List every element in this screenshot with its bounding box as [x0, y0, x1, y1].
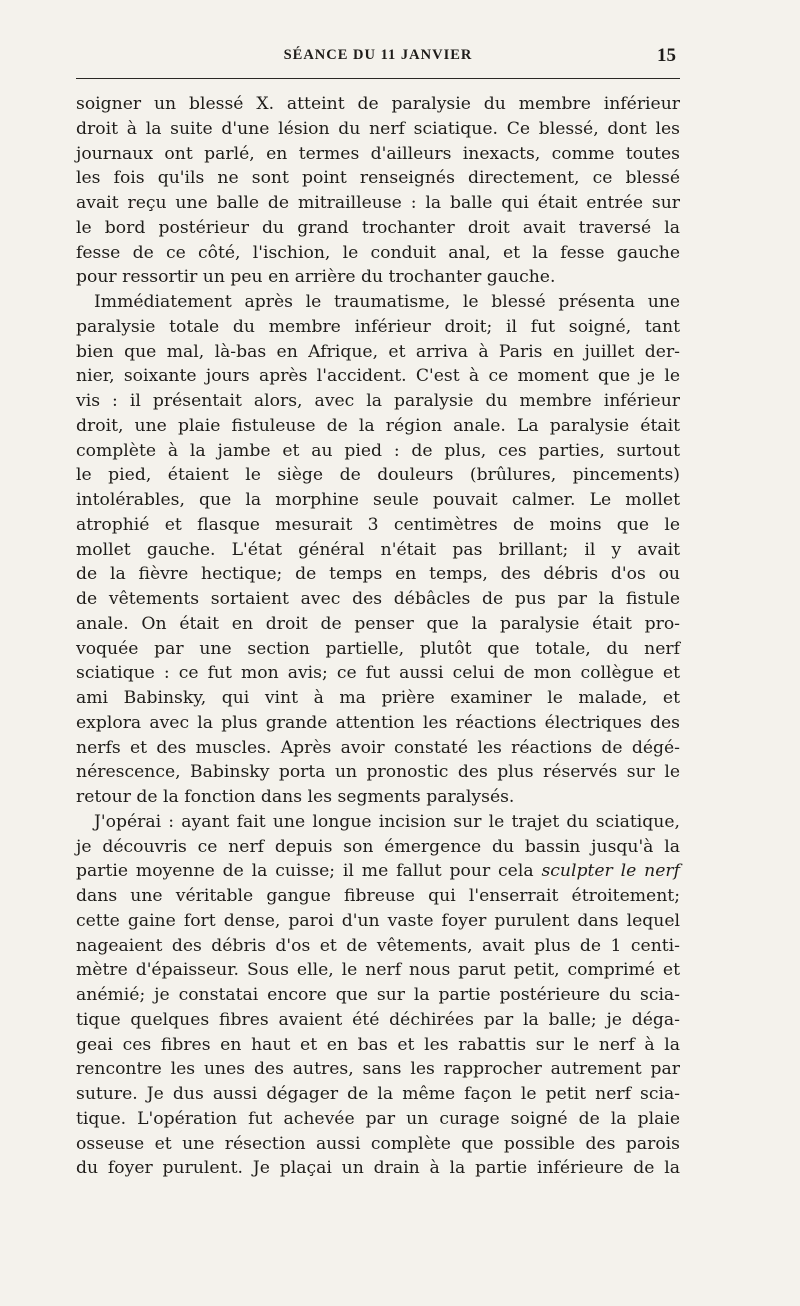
running-head [76, 47, 680, 71]
text-line: les fois qu'ils ne sont point renseignés directement, ce blessé [76, 168, 680, 189]
page-number: 15 [657, 45, 676, 66]
text-line: nerfs et des muscles. Après avoir constaté les réactions de dégé- [76, 737, 680, 758]
text-line: mollet gauche. L'état général n'était pas brillant; il y avait [76, 539, 680, 560]
body-text [76, 92, 680, 1181]
text-line: mètre d'épaisseur. Sous elle, le nerf nous parut petit, comprimé et [76, 960, 680, 981]
text-line: explora avec la plus grande attention les réactions électriques des [76, 712, 680, 733]
text-line: suture. Je dus aussi dégager de la même façon le petit nerf scia- [76, 1084, 680, 1104]
text-line: anémié; je constatai encore que sur la partie postérieure du scia- [76, 985, 680, 1005]
text-line [76, 859, 680, 884]
text-line: nageaient des débris d'os et de vêtements, avait plus de 1 centi- [76, 935, 680, 956]
text-line: avait reçu une balle de mitrailleuse : la balle qui était entrée sur [76, 193, 680, 213]
text-line: osseuse et une résection aussi complète que possible des parois [76, 1133, 680, 1154]
text-line: cette gaine fort dense, paroi d'un vaste foyer purulent dans lequel [76, 910, 680, 931]
text-line: J'opérai : ayant fait une longue incision sur le trajet du sciatique, [94, 811, 680, 832]
text-line: tique. L'opération fut achevée par un curage soigné de la plaie [76, 1108, 680, 1129]
text-line: retour de la fonction dans les segments paralysés. [76, 787, 515, 807]
text-line: vis : il présentait alors, avec la paralysie du membre inférieur [76, 391, 680, 411]
text-line: ami Babinsky, qui vint à ma prière examiner le malade, et [76, 688, 680, 708]
text-line: soigner un blessé X. atteint de paralysie du membre inférieur [76, 94, 680, 114]
text-line: anale. On était en droit de penser que la paralysie était pro- [76, 613, 680, 634]
text-line: complète à la jambe et au pied : de plus, ces parties, surtout [76, 440, 680, 461]
text-line-roman: partie moyenne de la cuisse; il me fallut pour cela [76, 861, 534, 882]
text-line: rencontre les unes des autres, sans les rapprocher autrement par [76, 1059, 680, 1080]
text-line-italic: sculpter le nerf [541, 861, 680, 882]
text-line: journaux ont parlé, en termes d'ailleurs inexacts, comme toutes [76, 143, 680, 164]
text-line: de vêtements sortaient avec des débâcles de pus par la fistule [76, 589, 680, 609]
text-line: atrophié et flasque mesurait 3 centimètres de moins que le [76, 514, 680, 535]
text-line: de la fièvre hectique; de temps en temps, des débris d'os ou [76, 564, 680, 585]
text-line: tique quelques fibres avaient été déchirées par la balle; je déga- [76, 1009, 680, 1030]
text-line: droit, une plaie fistuleuse de la région anale. La paralysie était [76, 415, 680, 436]
text-line: Immédiatement après le traumatisme, le blessé présenta une [94, 292, 680, 312]
text-line: intolérables, que la morphine seule pouvait calmer. Le mollet [76, 490, 680, 510]
text-line: pour ressortir un peu en arrière du trochanter gauche. [76, 267, 556, 288]
text-line: geai ces fibres en haut et en bas et les rabattis sur le nerf à la [76, 1034, 680, 1055]
running-title: SÉANCE DU 11 JANVIER [283, 47, 473, 63]
text-line: le pied, étaient le siège de douleurs (brûlures, pincements) [76, 465, 680, 486]
text-line: nérescence, Babinsky porta un pronostic des plus réservés sur le [76, 762, 680, 783]
text-line: du foyer purulent. Je plaçai un drain à la partie inférieure de la [76, 1158, 680, 1179]
header-rule [76, 78, 680, 79]
text-line: dans une véritable gangue fibreuse qui l'enserrait étroitement; [76, 886, 680, 906]
text-line: bien que mal, là-bas en Afrique, et arriva à Paris en juillet der- [76, 341, 680, 362]
text-line: sciatique : ce fut mon avis; ce fut aussi celui de mon collègue et [76, 663, 680, 684]
text-line: le bord postérieur du grand trochanter droit avait traversé la [76, 217, 680, 238]
text-line: fesse de ce côté, l'ischion, le conduit anal, et la fesse gauche [76, 242, 680, 263]
text-line: nier, soixante jours après l'accident. C'est à ce moment que je le [76, 366, 680, 387]
text-line: droit à la suite d'une lésion du nerf sciatique. Ce blessé, dont les [76, 118, 680, 139]
text-line: paralysie totale du membre inférieur droit; il fut soigné, tant [76, 316, 680, 337]
text-line: je découvris ce nerf depuis son émergence du bassin jusqu'à la [76, 836, 680, 857]
text-line: voquée par une section partielle, plutôt que totale, du nerf [76, 638, 680, 659]
